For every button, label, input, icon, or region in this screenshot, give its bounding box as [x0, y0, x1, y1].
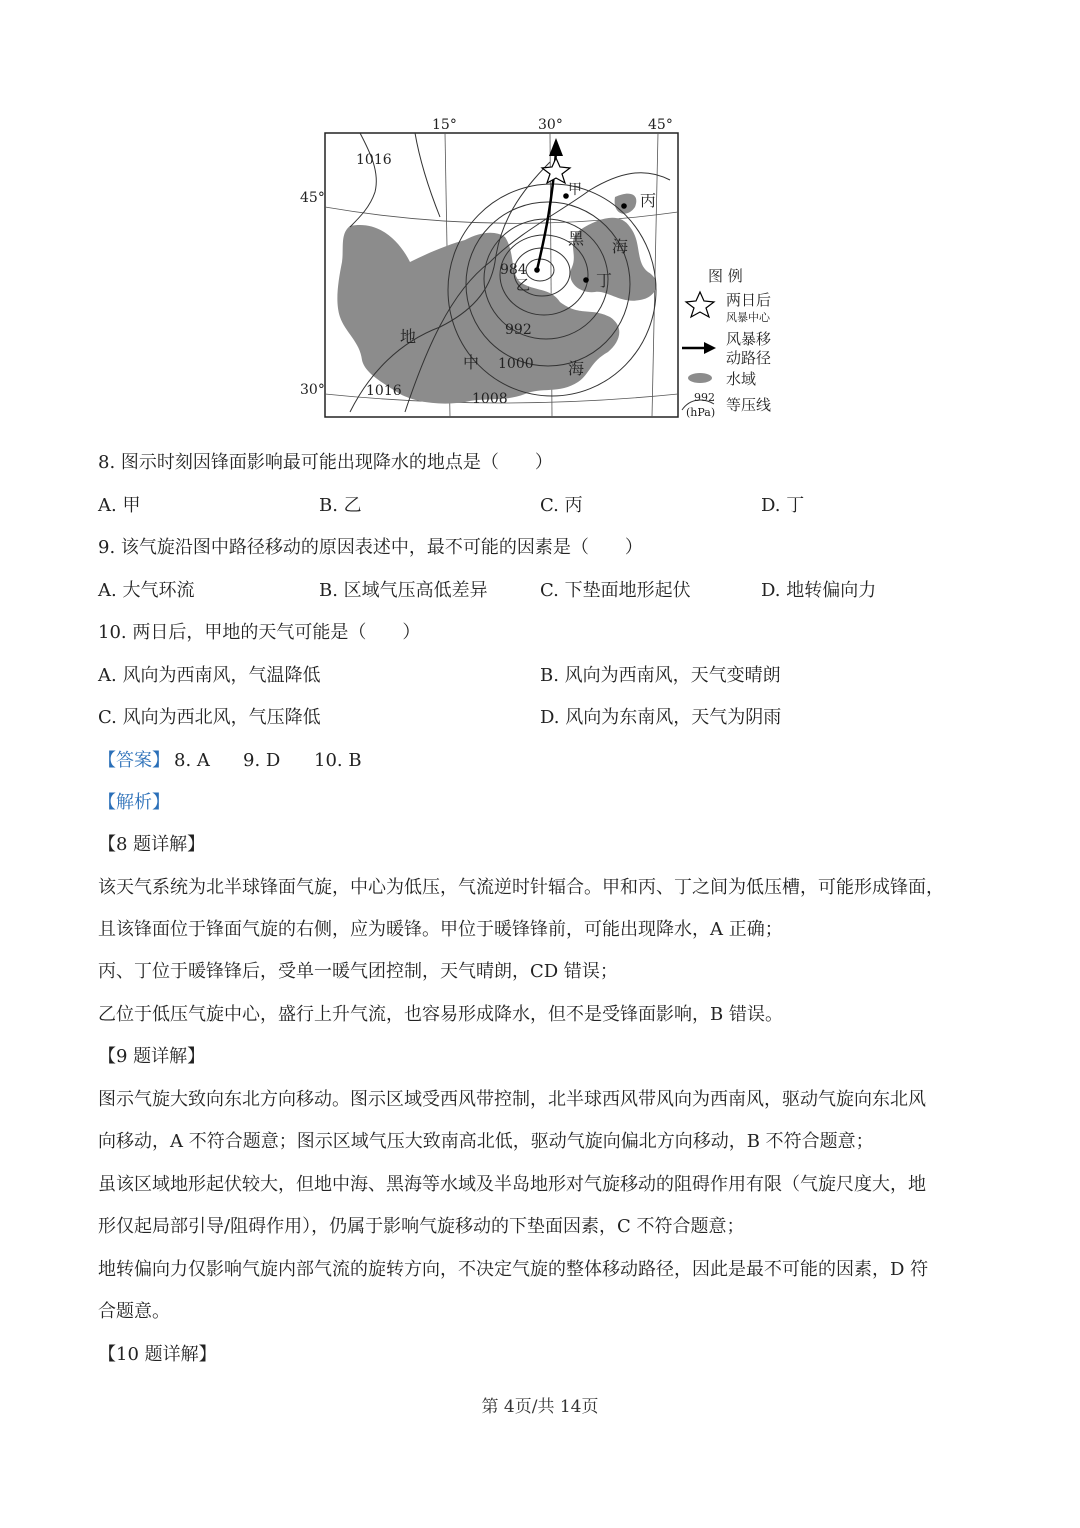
q9-option-a: A. 大气环流: [98, 580, 195, 601]
place-label-yi: 乙: [516, 278, 530, 294]
sea-label: 地: [400, 327, 417, 346]
q9-option-b: B. 区域气压高低差异: [319, 580, 488, 601]
cyclone-map-figure: [290, 112, 790, 428]
lat-label: 30°: [300, 382, 325, 398]
detail10-title: 【10 题详解】: [98, 1344, 217, 1365]
q10-option-b: B. 风向为西南风，天气变晴朗: [540, 665, 781, 686]
q8-stem: 8. 图示时刻因锋面影响最可能出现降水的地点是（ ）: [98, 452, 553, 473]
answer-8: 8. A: [174, 750, 210, 771]
place-label-jia: 甲: [568, 182, 582, 198]
lon-label: 45°: [648, 117, 673, 133]
svg-text:风暴中心: 风暴中心: [726, 311, 770, 324]
legend-title: 图 例: [708, 267, 743, 285]
sea-label: 海: [568, 359, 585, 378]
lat-label: 45°: [300, 190, 325, 206]
detail9-line: 形仅起局部引导/阻碍作用），仍属于影响气旋移动的下垫面因素，C 不符合题意；: [98, 1216, 745, 1237]
q10-option-a: A. 风向为西南风，气温降低: [98, 665, 321, 686]
sea-label: 中: [463, 353, 480, 372]
place-label-ding: 丁: [596, 271, 613, 290]
svg-text:水域: 水域: [726, 370, 757, 388]
q8-option-b: B. 乙: [319, 495, 362, 516]
place-dot-bing: [621, 203, 627, 209]
place-label-bing: 丙: [640, 191, 657, 210]
detail9-line: 地转偏向力仅影响气旋内部气流的旋转方向，不决定气旋的整体移动路径，因此是最不可能的因素，D 符: [98, 1259, 929, 1280]
answer-10: 10. B: [314, 750, 362, 771]
q10-option-d: D. 风向为东南风，天气为阴雨: [540, 707, 782, 728]
detail9-title: 【9 题详解】: [98, 1046, 206, 1067]
sea-label: 海: [612, 237, 629, 256]
isobar-label: 1000: [498, 356, 534, 372]
detail9-line: 向移动，A 不符合题意；图示区域气压大致南高北低，驱动气旋向偏北方向移动，B 不符合题意；: [98, 1131, 874, 1152]
isobar-label: 1016: [366, 383, 402, 399]
answer-label: 【答案】: [98, 750, 170, 771]
q8-option-c: C. 丙: [540, 495, 583, 516]
svg-text:风暴移: 风暴移: [726, 330, 772, 348]
q10-stem: 10. 两日后，甲地的天气可能是（ ）: [98, 622, 421, 643]
place-dot-yi: [534, 267, 540, 273]
svg-text:动路径: 动路径: [726, 349, 772, 367]
lon-label: 15°: [432, 117, 457, 133]
q8-option-a: A. 甲: [98, 495, 141, 516]
place-dot-ding: [583, 277, 589, 283]
q9-stem: 9. 该气旋沿图中路径移动的原因表述中，最不可能的因素是（ ）: [98, 537, 643, 558]
map-legend: [682, 267, 771, 419]
q9-option-d: D. 地转偏向力: [761, 580, 877, 601]
detail8-line: 且该锋面位于锋面气旋的右侧，应为暖锋。甲位于暖锋锋前，可能出现降水，A 正确；: [98, 919, 783, 940]
sea-label: 黑: [568, 229, 585, 248]
legend-star-icon: [686, 292, 714, 317]
answer-9: 9. D: [243, 750, 281, 771]
svg-text:992: 992: [694, 391, 715, 404]
isobar-label: 984: [500, 262, 527, 278]
detail8-line: 乙位于低压气旋中心，盛行上升气流，也容易形成降水，但不是受锋面影响，B 错误。: [98, 1004, 783, 1025]
isobar-label: 992: [505, 322, 532, 338]
detail8-line: 该天气系统为北半球锋面气旋，中心为低压，气流逆时针辐合。甲和丙、丁之间为低压槽，可能形成锋面，: [98, 877, 944, 898]
cyclone-map: [290, 112, 790, 428]
svg-text:等压线: 等压线: [726, 396, 772, 414]
detail9-line: 合题意。: [98, 1301, 170, 1322]
isobar-label: 1016: [356, 152, 392, 168]
q9-option-c: C. 下垫面地形起伏: [540, 580, 691, 601]
page-footer: 第 4页/共 14页: [481, 1397, 599, 1417]
detail9-line: 虽该区域地形起伏较大，但地中海、黑海等水域及半岛地形对气旋移动的阻碍作用有限（气旋尺度大，地: [98, 1174, 926, 1195]
lon-label: 30°: [538, 117, 563, 133]
legend-water-icon: [688, 373, 712, 383]
detail8-title: 【8 题详解】: [98, 834, 206, 855]
svg-text:两日后: 两日后: [726, 291, 772, 309]
detail9-line: 图示气旋大致向东北方向移动。图示区域受西风带控制，北半球西风带风向为西南风，驱动气旋向东北风: [98, 1089, 926, 1110]
detail8-line: 丙、丁位于暖锋锋后，受单一暖气团控制，天气晴朗，CD 错误；: [98, 961, 618, 982]
q8-option-d: D. 丁: [761, 495, 805, 516]
isobar-label: 1008: [472, 391, 508, 407]
svg-text:(hPa): (hPa): [686, 406, 716, 419]
q10-option-c: C. 风向为西北风，气压降低: [98, 707, 321, 728]
analysis-label: 【解析】: [98, 792, 170, 813]
